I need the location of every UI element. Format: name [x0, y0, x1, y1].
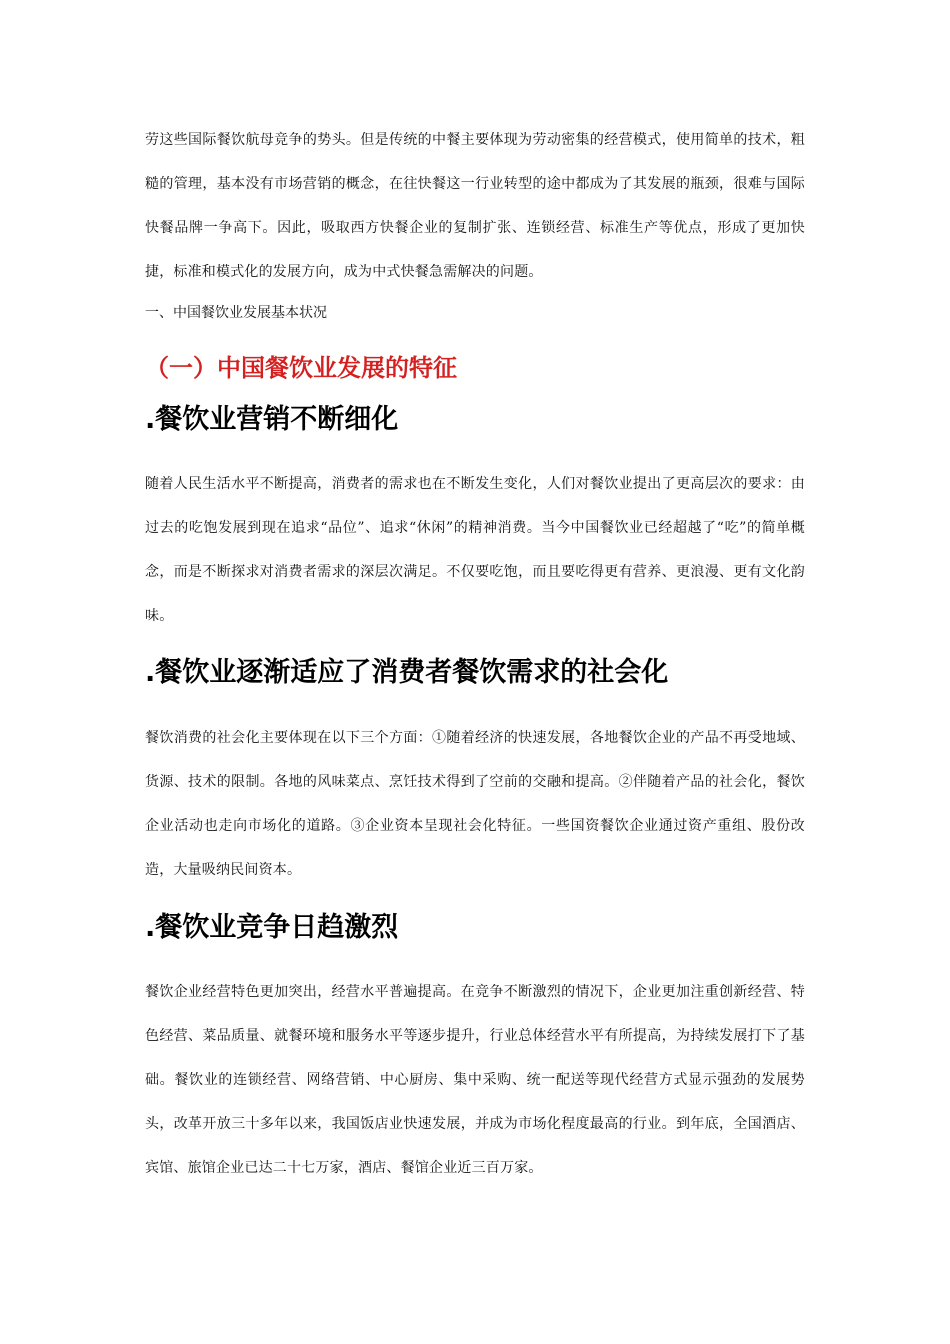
subsection-heading-3: .餐饮业竞争日趋激烈 [145, 912, 399, 943]
subsection-heading-2: .餐饮业逐渐适应了消费者餐饮需求的社会化 [145, 657, 669, 688]
part-heading: 一、中国餐饮业发展基本状况 [145, 305, 327, 321]
subsection-body-1: 随着人民生活水平不断提高，消费者的需求也在不断发生变化，人们对餐饮业提出了更高层次的要求：由过去的吃饱发展到现在追求“品位”、追求“休闲”的精神消费。当今中国餐饮业已经超越了“吃”的简单概念，而是不断探求对消费者需求的深层次满足。不仅要吃饱，而且要吃得更有营养、更浪漫、更有文化韵味。 [145, 476, 805, 624]
section-heading: （一）中国餐饮业发展的特征 [145, 354, 457, 382]
subsection-heading-1: .餐饮业营销不断细化 [145, 404, 399, 435]
subsection-body-3: 餐饮企业经营特色更加突出，经营水平普遍提高。在竞争不断激烈的情况下，企业更加注重创新经营、特色经营、菜品质量、就餐环境和服务水平等逐步提升，行业总体经营水平有所提高，为持续发展打下了基础。餐饮业的连锁经营、网络营销、中心厨房、集中采购、统一配送等现代经营方式显示强劲的发展势头，改革开放三十多年以来，我国饭店业快速发展，并成为市场化程度最高的行业。到年底，全国酒店、宾馆、旅馆企业已达二十七万家，酒店、餐馆企业近三百万家。 [145, 984, 805, 1176]
intro-paragraph: 劳这些国际餐饮航母竞争的势头。但是传统的中餐主要体现为劳动密集的经营模式，使用简单的技术，粗糙的管理，基本没有市场营销的概念，在往快餐这一行业转型的途中都成为了其发展的瓶颈，很难与国际快餐品牌一争高下。因此，吸取西方快餐企业的复制扩张、连锁经营、标准生产等优点，形成了更加快捷，标准和模式化的发展方向，成为中式快餐急需解决的问题。 [145, 132, 805, 280]
subsection-body-2: 餐饮消费的社会化主要体现在以下三个方面：①随着经济的快速发展，各地餐饮企业的产品不再受地域、货源、技术的限制。各地的风味菜点、烹饪技术得到了空前的交融和提高。②伴随着产品的社会化，餐饮企业活动也走向市场化的道路。③企业资本呈现社会化特征。一些国资餐饮企业通过资产重组、股份改造，大量吸纳民间资本。 [145, 730, 805, 878]
